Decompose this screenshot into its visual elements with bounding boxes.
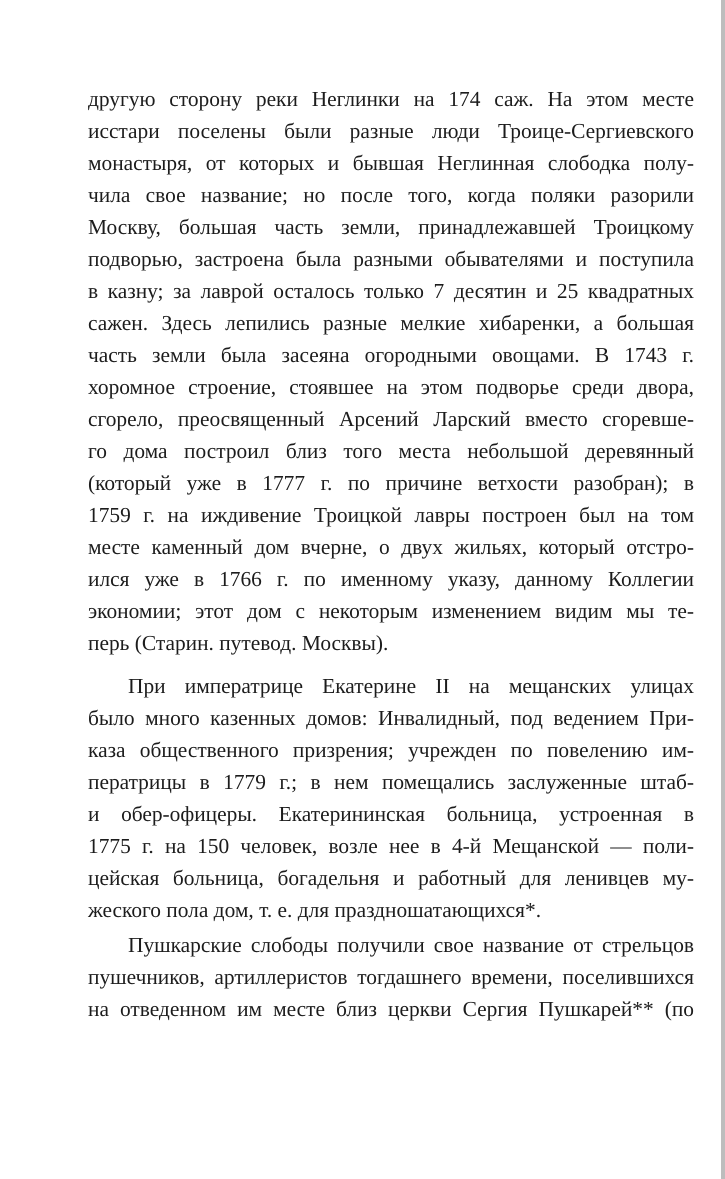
text-line: на отведенном им месте близ церкви Сергия Пушкарей** (по	[88, 997, 694, 1021]
text-line: монастыря, от которых и бывшая Неглинная слободка полу-	[88, 151, 694, 175]
text-line: 1775 г. на 150 человек, возле нее в 4-й Мещанской — поли-	[88, 834, 694, 858]
text-line: го дома построил близ того места небольшой деревянный	[88, 439, 694, 463]
text-line: каза общественного призрения; учрежден по повелению им-	[88, 738, 694, 762]
text-line: в казну; за лаврой осталось только 7 десятин и 25 квадратных	[88, 279, 694, 303]
text-line: пушечников, артиллеристов тогдашнего времени, поселившихся	[88, 965, 694, 989]
text-line: чила свое название; но после того, когда поляки разорили	[88, 183, 694, 207]
text-line: подворью, застроена была разными обывателями и поступила	[88, 247, 694, 271]
text-line: сажен. Здесь лепились разные мелкие хибаренки, а большая	[88, 311, 694, 335]
text-line: Москву, большая часть земли, принадлежавшей Троицкому	[88, 215, 694, 239]
text-line: месте каменный дом вчерне, о двух жильях, который отстро-	[88, 535, 694, 559]
page-edge-shadow	[721, 0, 725, 1179]
text-line: экономии; этот дом с некоторым изменением видим мы те-	[88, 599, 694, 623]
text-line: жеского пола дом, т. е. для праздношатающихся*.	[88, 898, 542, 922]
text-line: исстари поселены были разные люди Троице-Сергиевского	[88, 119, 694, 143]
text-line: и обер-офицеры. Екатерининская больница, устроенная в	[88, 802, 694, 826]
text-line: перь (Старин. путевод. Москвы).	[88, 631, 389, 655]
text-line: цейская больница, богадельня и работный для ленивцев му-	[88, 866, 694, 890]
text-line: было много казенных домов: Инвалидный, под ведением При-	[88, 706, 694, 730]
text-line: (который уже в 1777 г. по причине ветхости разобран); в	[88, 471, 694, 495]
text-line: хоромное строение, стоявшее на этом подворье среди двора,	[88, 375, 694, 399]
text-line: другую сторону реки Неглинки на 174 саж. На этом месте	[88, 87, 694, 111]
text-line: ператрицы в 1779 г.; в нем помещались заслуженные штаб-	[88, 770, 694, 794]
text-line: Пушкарские слободы получили свое название от стрельцов	[128, 933, 694, 957]
text-line: При императрице Екатерине II на мещанских улицах	[128, 674, 694, 698]
text-line: сгорело, преосвященный Арсений Ларский вместо сгоревше-	[88, 407, 694, 431]
text-line: 1759 г. на иждивение Троицкой лавры построен был на том	[88, 503, 694, 527]
text-line: часть земли была засеяна огородными овощами. В 1743 г.	[88, 343, 694, 367]
text-line: ился уже в 1766 г. по именному указу, данному Коллегии	[88, 567, 694, 591]
